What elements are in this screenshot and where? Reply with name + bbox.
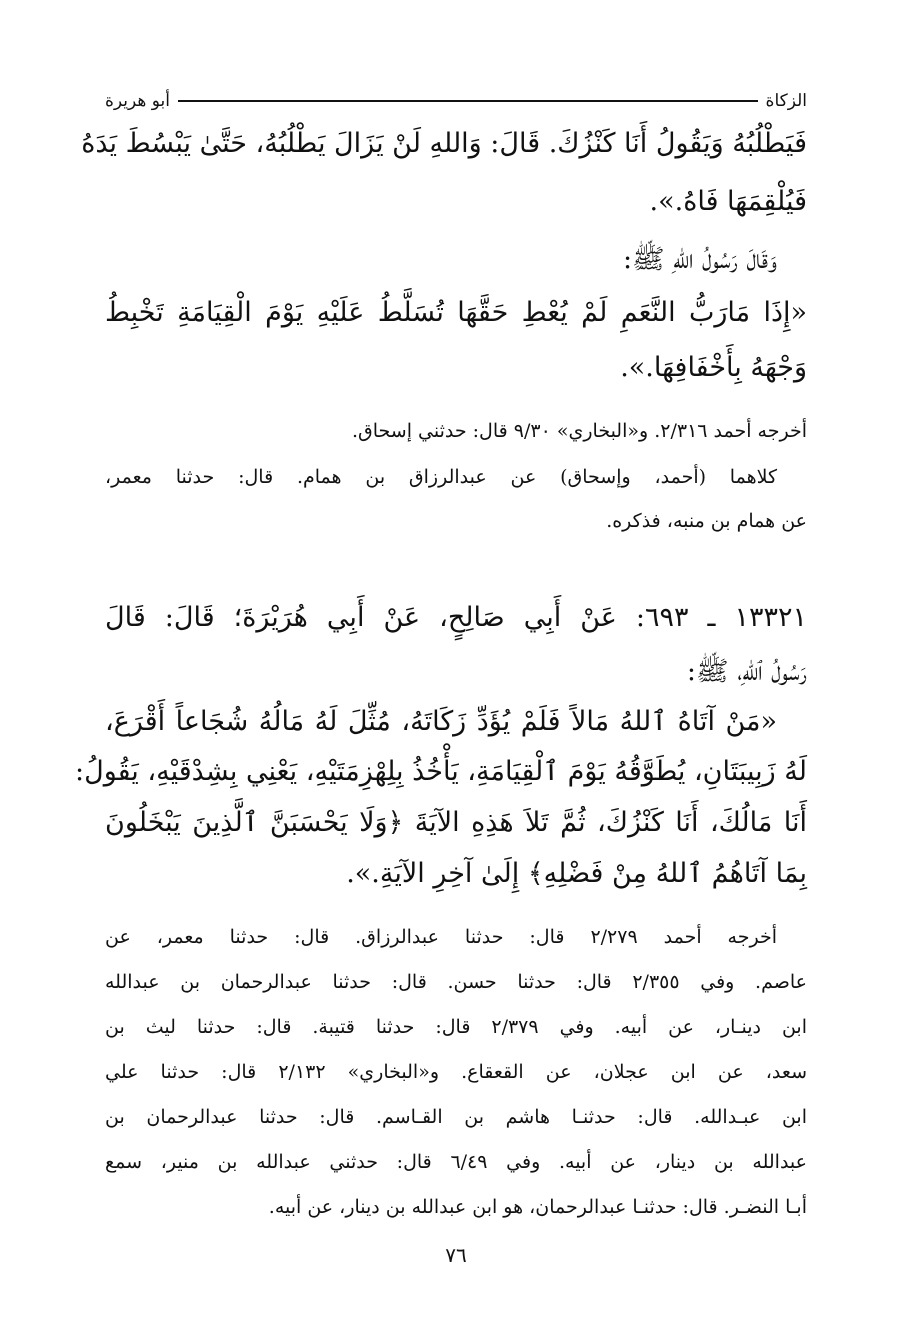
text-line: فَيَطْلُبُهُ وَيَقُولُ أَنَا كَنْزُكَ. قَالَ: وَاللهِ لَنْ يَزَالَ يَطْلُبُهُ، حَتَّىٰ يَبْسُطَ يَدَهُ bbox=[81, 128, 807, 159]
narrator-title: أبو هريرة bbox=[105, 91, 171, 111]
text-line: لَهُ زَبِيبَتَانِ، يُطَوَّقُهُ يَوْمَ ٱلْقِيَامَةِ، يَأْخُذُ بِلِهْزِمَتَيْهِ، يَعْنِي بِشِدْقَيْهِ، يَقُولُ: bbox=[74, 756, 807, 787]
footnote-line: عاصم. وفي ٢/٣٥٥ قال: حدثنا حسن. قال: حدثنا عبدالرحمان بن عبدالله bbox=[105, 971, 807, 993]
footnote-line: ابن دينـار، عن أبيه. وفي ٢/٣٧٩ قال: حدثنا قتيبة. قال: حدثنا ليث بن bbox=[105, 1016, 808, 1038]
running-header bbox=[105, 88, 807, 114]
text-line: وَجْهَهُ بِأَخْفَافِهَا.». bbox=[620, 352, 807, 383]
hadith-number-line: ١٣٣٢١ ـ ٦٩٣: عَنْ أَبِي صَالِحٍ، عَنْ أَبِي هُرَيْرَةَ؛ قَالَ: قَالَ bbox=[105, 602, 807, 633]
footnote-line: عن همام بن منبه، فذكره. bbox=[606, 510, 807, 532]
footnote-line: أبـا النضـر. قال: حدثنـا عبدالرحمان، هو ابن عبدالله بن دينار، عن أبيه. bbox=[268, 1196, 807, 1218]
text-line: أَنَا مَالُكَ، أَنَا كَنْزُكَ، ثُمَّ تَلاَ هَذِهِ الآيَةَ ﴿وَلَا يَحْسَبَنَّ ٱلَّذِينَ يَبْخَلُونَ bbox=[105, 807, 808, 838]
footnote-line: عبدالله بن دينار، عن أبيه. وفي ٦/٤٩ قال: حدثني عبدالله بن منير، سمع bbox=[105, 1151, 807, 1173]
footnote-line: أخرجه أحمد ٢/٢٧٩ قال: حدثنا عبدالرزاق. قال: حدثنا معمر، عن bbox=[105, 926, 777, 948]
text-line: «إِذَا مَارَبُّ النَّعَمِ لَمْ يُعْطِ حَقَّهَا تُسَلَّطُ عَلَيْهِ يَوْمَ الْقِيَامَةِ تَخْبِطُ bbox=[105, 297, 807, 328]
text-line: فَيُلْقِمَهَا فَاهُ.». bbox=[649, 186, 807, 217]
footnote-line: سعد، عن ابن عجلان، عن القعقاع. و«البخاري» ٢/١٣٢ قال: حدثنا علي bbox=[105, 1061, 807, 1083]
footnote-line: ابن عبـدالله. قال: حدثنـا هاشم بن القـاسم. قال: حدثنا عبدالرحمان بن bbox=[105, 1106, 807, 1128]
page-number: ٧٦ bbox=[445, 1243, 467, 1267]
footnote-line: كلاهما (أحمد، وإسحاق) عن عبدالرزاق بن همام. قال: حدثنا معمر، bbox=[105, 466, 777, 488]
text-line: «مَنْ آتَاهُ ٱللهُ مَالاً فَلَمْ يُؤَدِّ زَكَاتَهُ، مُثِّلَ لَهُ مَالُهُ شُجَاعاً أَقْرَعَ، bbox=[105, 706, 777, 737]
footnote-line: أخرجه أحمد ٢/٣١٦. و«البخاري» ٩/٣٠ قال: حدثني إسحاق. bbox=[351, 420, 807, 442]
text-line: وَقَالَ رَسُولُ اللهِ ﷺ: bbox=[622, 244, 777, 275]
text-line: بِمَا آتَاهُمُ ٱللهُ مِنْ فَضْلِهِ﴾ إِلَىٰ آخِرِ الآيَةِ.». bbox=[346, 858, 807, 889]
header-rule bbox=[178, 100, 758, 102]
text-line: رَسُولُ ٱللهِ، ﷺ: bbox=[686, 656, 807, 687]
chapter-title: الزكاة bbox=[765, 91, 807, 111]
